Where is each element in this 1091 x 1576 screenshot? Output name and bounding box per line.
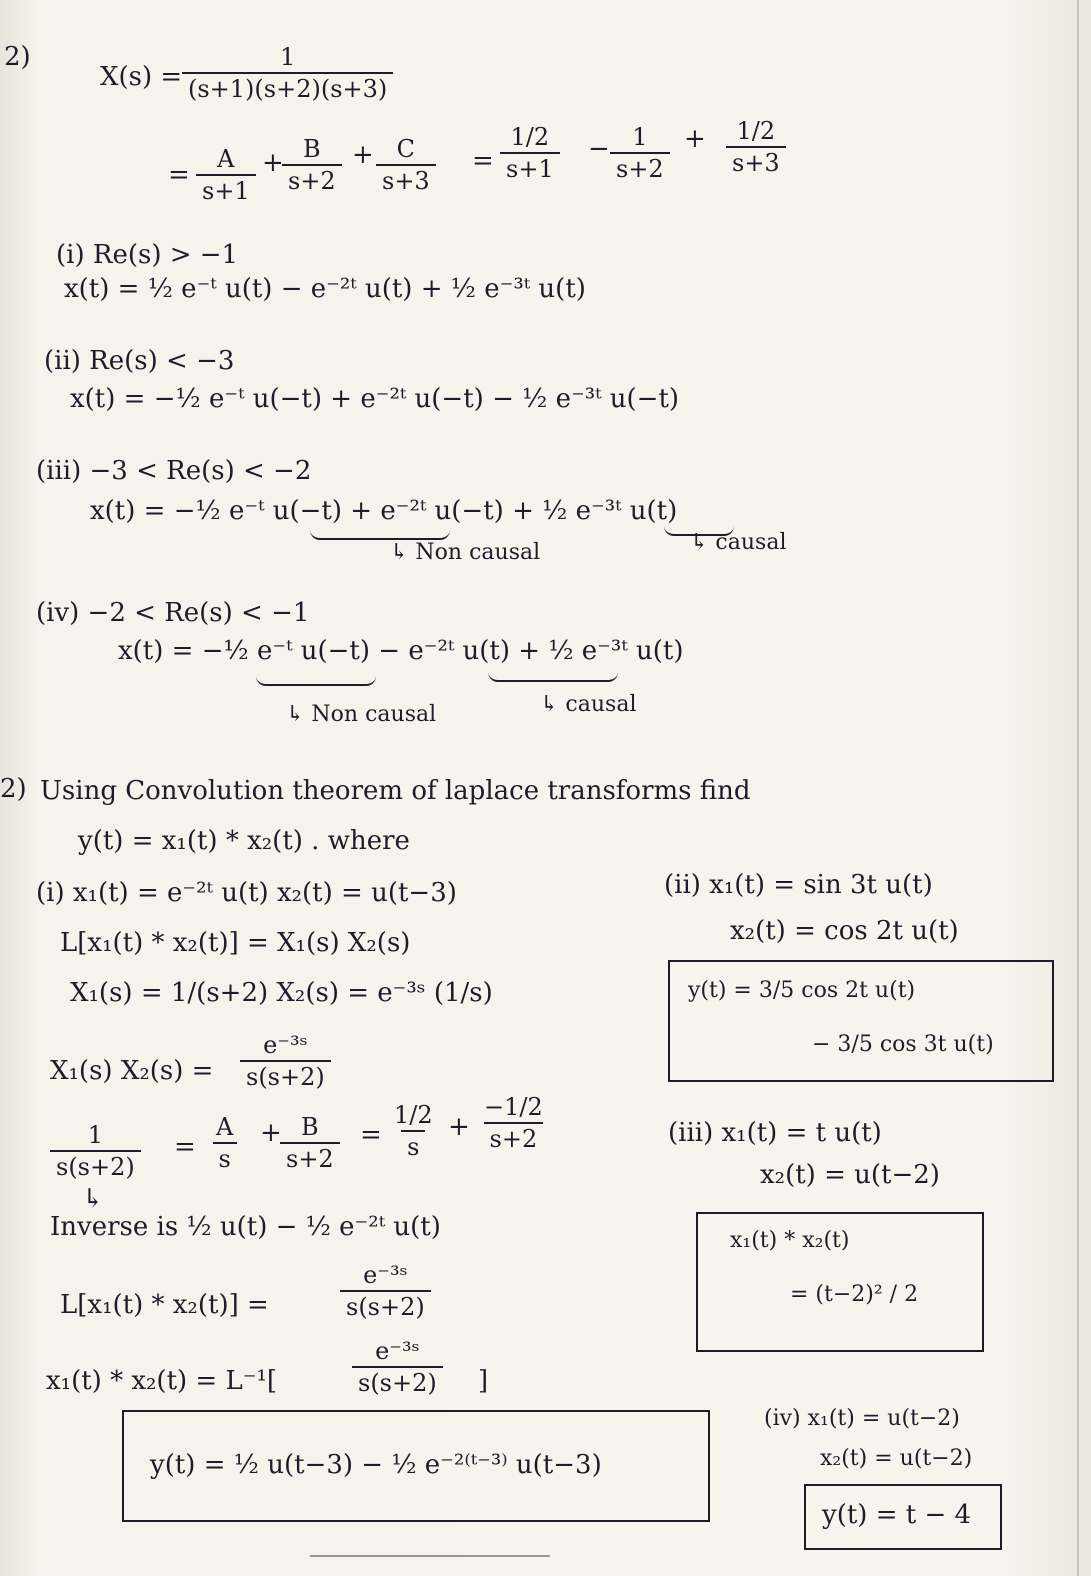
pf-term-b — [282, 134, 342, 196]
case1-equation: x(t) = ½ e⁻ᵗ u(t) − e⁻²ᵗ u(t) + ½ e⁻³ᵗ u(t) — [64, 274, 586, 304]
part-ii-result-1: y(t) = 3/5 cos 2t u(t) — [688, 978, 916, 1003]
xs-denominator: (s+1)(s+2)(s+3) — [182, 72, 393, 104]
part-i-pfa-num: A — [216, 1113, 234, 1141]
part-i-pf-r1 — [388, 1100, 439, 1162]
part-i-pfr2-den: s+2 — [484, 1122, 544, 1154]
problem2-number: 2) — [0, 774, 27, 804]
part-i-pf-lhs — [50, 1120, 141, 1182]
pf-c-den: s+3 — [376, 164, 436, 196]
part-i-product-frac — [240, 1030, 331, 1092]
part-ii-line2: x₂(t) = cos 2t u(t) — [730, 916, 959, 946]
part-i-pfb-num: B — [301, 1113, 319, 1141]
case4-label: (iv) −2 < Re(s) < −1 — [36, 598, 310, 628]
part-i-pfr1-den: s — [401, 1130, 425, 1162]
case4-causal-note: ↳ causal — [540, 692, 637, 717]
problem1-number: 2) — [4, 42, 31, 72]
case1-label: (i) Re(s) > −1 — [56, 240, 239, 270]
part-i-product-num: e⁻³ˢ — [263, 1031, 308, 1059]
pf-res3-den: s+3 — [726, 146, 786, 178]
part-i-inverse: Inverse is ½ u(t) − ½ e⁻²ᵗ u(t) — [50, 1212, 441, 1242]
plus-sign: + — [352, 140, 374, 170]
pf-b-num: B — [303, 135, 321, 163]
pf-a-num: A — [217, 145, 235, 173]
equals-sign: = — [360, 1120, 382, 1150]
part-i-inv-num: e⁻³ˢ — [375, 1337, 420, 1365]
plus-sign: + — [262, 148, 284, 178]
equals-sign: = — [472, 146, 494, 176]
part-i-pf-a — [210, 1112, 239, 1174]
part-i-inverse-lhs: x₁(t) * x₂(t) = L⁻¹[ — [46, 1366, 278, 1396]
part-i-inv-den: s(s+2) — [352, 1366, 443, 1398]
part-i-L-lhs: L[x₁(t) * x₂(t)] = — [60, 1290, 269, 1320]
part-i-pf-b — [280, 1112, 340, 1174]
xs-numerator: 1 — [279, 43, 296, 71]
pf-equals: = — [168, 160, 190, 190]
part-i-pf-den: s(s+2) — [50, 1150, 141, 1182]
case3-label: (iii) −3 < Re(s) < −2 — [36, 456, 312, 486]
case3-equation: x(t) = −½ e⁻ᵗ u(−t) + e⁻²ᵗ u(−t) + ½ e⁻³ᵗ u(t) — [90, 496, 678, 526]
part-ii-result-2: − 3/5 cos 3t u(t) — [812, 1032, 994, 1057]
part-i-result: y(t) = ½ u(t−3) − ½ e⁻²⁽ᵗ⁻³⁾ u(t−3) — [150, 1450, 602, 1480]
part-iii-line2: x₂(t) = u(t−2) — [760, 1160, 940, 1190]
footer-rule — [310, 1555, 550, 1557]
part-i-L-num: e⁻³ˢ — [363, 1261, 408, 1289]
page-edge — [1077, 0, 1079, 1576]
underbrace — [256, 676, 376, 686]
inverse-arrow: ↳ — [82, 1184, 104, 1214]
pf-term-a — [196, 144, 256, 206]
part-i-product-den: s(s+2) — [240, 1060, 331, 1092]
problem2-statement-1: Using Convolution theorem of laplace transforms find — [40, 776, 751, 806]
underbrace — [488, 672, 618, 682]
part-i-line2: X₁(s) = 1/(s+2) X₂(s) = e⁻³ˢ (1/s) — [70, 978, 493, 1008]
case3-noncausal-note: ↳ Non causal — [390, 540, 541, 565]
case4-noncausal-note: ↳ Non causal — [286, 702, 437, 727]
pf-result-2 — [610, 122, 670, 184]
minus-sign: − — [588, 134, 610, 164]
pf-res1-num: 1/2 — [510, 123, 550, 151]
pf-res1-den: s+1 — [500, 152, 560, 184]
part-iv-label: (iv) x₁(t) = u(t−2) — [764, 1406, 960, 1431]
part-iv-line2: x₂(t) = u(t−2) — [820, 1446, 973, 1471]
pf-result-3 — [726, 116, 786, 178]
part-i-pf-eq: = — [174, 1132, 196, 1162]
part-i-product-lhs: X₁(s) X₂(s) = — [50, 1056, 214, 1086]
case4-equation: x(t) = −½ e⁻ᵗ u(−t) − e⁻²ᵗ u(t) + ½ e⁻³ᵗ u(t) — [118, 636, 684, 666]
part-i-pfr1-num: 1/2 — [394, 1101, 433, 1129]
part-i-pf-r2 — [478, 1092, 549, 1154]
case3-causal-note: ↳ causal — [690, 530, 787, 555]
case2-equation: x(t) = −½ e⁻ᵗ u(−t) + e⁻²ᵗ u(−t) − ½ e⁻³ᵗ u(−t) — [70, 384, 680, 414]
part-i-L-frac — [340, 1260, 431, 1322]
pf-result-1 — [500, 122, 560, 184]
plus-sign: + — [448, 1112, 470, 1142]
part-ii-label: (ii) x₁(t) = sin 3t u(t) — [664, 870, 933, 900]
pf-res2-num: 1 — [632, 123, 648, 151]
part-i-pfr2-num: −1/2 — [484, 1093, 543, 1121]
part-i-inverse-close: ] — [478, 1366, 489, 1396]
xs-lhs: X(s) = — [100, 62, 183, 92]
problem2-statement-2: y(t) = x₁(t) * x₂(t) . where — [78, 826, 410, 856]
part-i-line1: L[x₁(t) * x₂(t)] = X₁(s) X₂(s) — [60, 928, 411, 958]
part-i-label: (i) x₁(t) = e⁻²ᵗ u(t) x₂(t) = u(t−3) — [36, 878, 457, 908]
part-i-pfb-den: s+2 — [280, 1142, 340, 1174]
part-i-inverse-frac — [352, 1336, 443, 1398]
part-i-L-den: s(s+2) — [340, 1290, 431, 1322]
part-i-pfa-den: s — [213, 1142, 237, 1174]
pf-term-c — [376, 134, 436, 196]
pf-b-den: s+2 — [282, 164, 342, 196]
part-iv-result: y(t) = t − 4 — [822, 1500, 972, 1530]
plus-sign: + — [260, 1118, 282, 1148]
pf-c-num: C — [396, 135, 416, 163]
case2-label: (ii) Re(s) < −3 — [44, 346, 235, 376]
xs-fraction — [182, 42, 393, 104]
pf-a-den: s+1 — [196, 174, 256, 206]
pf-res2-den: s+2 — [610, 152, 670, 184]
part-iii-result-2: = (t−2)² / 2 — [790, 1282, 919, 1307]
part-iii-result-1: x₁(t) * x₂(t) — [730, 1228, 850, 1253]
part-i-pf-num: 1 — [87, 1121, 104, 1149]
pf-res3-num: 1/2 — [736, 117, 776, 145]
part-iii-label: (iii) x₁(t) = t u(t) — [668, 1118, 882, 1148]
plus-sign: + — [684, 124, 706, 154]
